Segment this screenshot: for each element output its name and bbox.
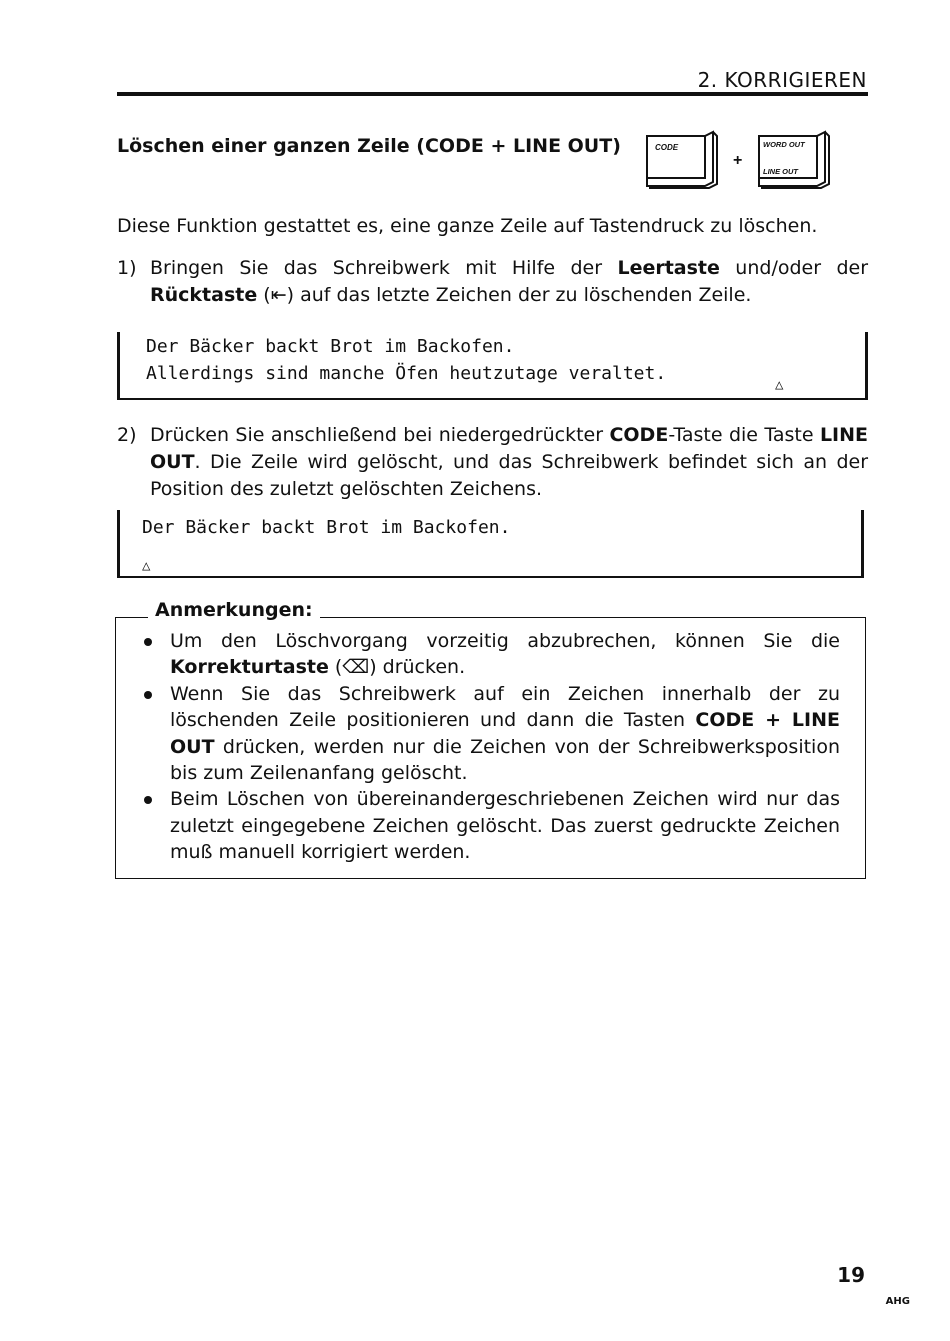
step-1-text: Bringen Sie das Schreibwerk mit Hilfe der Leertaste und/oder der Rücktaste (⇤) auf das letzte Zeichen der zu löschenden Zeile. — [150, 257, 869, 306]
step-2 — [117, 422, 868, 503]
cursor-marker: △ — [142, 558, 151, 574]
chapter-heading: 2. KORRIGIEREN — [697, 68, 867, 92]
word-out-label: WORD OUT — [763, 140, 805, 149]
footer-code: AHG — [885, 1296, 910, 1307]
screen-1-line-2: Allerdings sind manche Öfen heutzutage veraltet. — [146, 363, 667, 384]
line-out-label: LINE OUT — [763, 167, 798, 176]
note-item: Beim Löschen von übereinandergeschriebenen Zeichen wird nur das zuletzt eingegebene Zeichen gelöscht. Das zuerst gedruckte Zeichen muß manuell korrigiert werden. — [140, 786, 840, 865]
notes-title: Anmerkungen: — [148, 599, 320, 621]
screen-right-bar — [865, 332, 868, 399]
screen-left-bar — [117, 332, 120, 399]
cursor-marker: △ — [775, 377, 784, 393]
code-key-icon — [647, 132, 717, 188]
section-title: Löschen einer ganzen Zeile (CODE + LINE OUT) — [117, 135, 621, 157]
plus-sign: + — [733, 152, 743, 169]
screen-right-bar — [861, 510, 864, 578]
screen-bottom-rule — [117, 398, 868, 400]
note-item: Wenn Sie das Schreibwerk auf ein Zeichen innerhalb der zu löschenden Zeile positionieren und dann die Tasten CODE + LINE OUT drücken, werden nur die Zeichen von der Schreibwerksposition bis zum Zeilenanfang gelöscht. — [140, 681, 840, 787]
screen-left-bar — [117, 510, 120, 578]
step-1-number: 1) — [117, 257, 137, 279]
notes-list — [140, 628, 840, 866]
step-1 — [117, 255, 868, 309]
key-combination-illustration — [645, 130, 840, 192]
step-2-text: Drücken Sie anschließend bei niedergedrückter CODE-Taste die Taste LINE OUT. Die Zeile wird gelöscht, und das Schreibwerk befindet sich an der Position des zuletzt gelöschten Zeichens. — [150, 424, 869, 500]
note-item: Um den Löschvorgang vorzeitig abzubrechen, können Sie die Korrekturtaste (⌫) drücken. — [140, 628, 840, 681]
screen-bottom-rule — [117, 576, 864, 578]
page-number: 19 — [837, 1263, 865, 1287]
header-rule — [117, 92, 868, 96]
screen-2-line-1: Der Bäcker backt Brot im Backofen. — [142, 517, 511, 538]
screen-1-line-1: Der Bäcker backt Brot im Backofen. — [146, 336, 515, 357]
code-key-label: CODE — [655, 143, 679, 152]
intro-paragraph: Diese Funktion gestattet es, eine ganze Zeile auf Tastendruck zu löschen. — [117, 215, 818, 237]
step-2-number: 2) — [117, 424, 137, 446]
